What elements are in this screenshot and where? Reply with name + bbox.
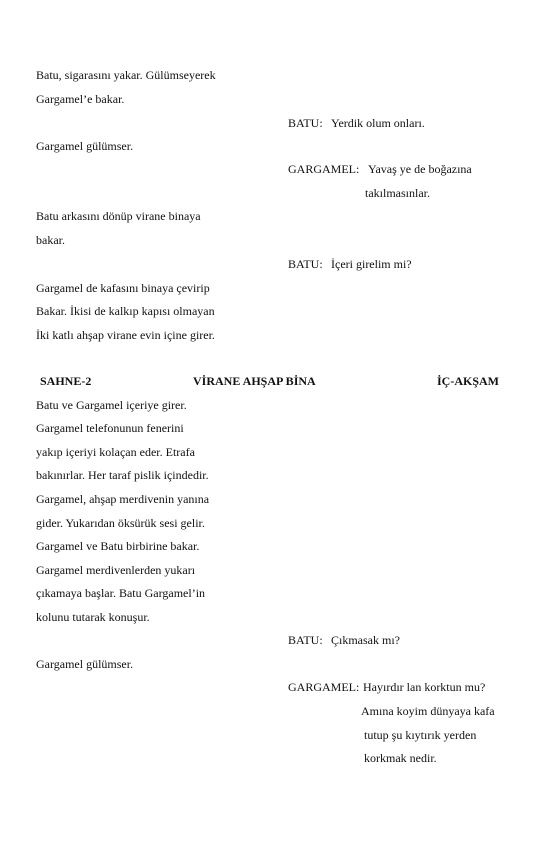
action-line: Gargamel ve Batu birbirine bakar. xyxy=(36,539,200,553)
action-line: yakıp içeriyi kolaçan eder. Etrafa xyxy=(36,445,195,459)
action-line: Batu ve Gargamel içeriye girer. xyxy=(36,398,187,412)
action-line: Gargamel, ahşap merdivenin yanına xyxy=(36,492,210,506)
dialogue-speaker: BATU: xyxy=(288,257,323,271)
dialogue-line: Çıkmasak mı? xyxy=(331,633,400,647)
action-line: Batu, sigarasını yakar. Gülümseyerek xyxy=(36,68,216,82)
action-line: Gargamel telefonunun fenerini xyxy=(36,421,184,435)
action-line: çıkamaya başlar. Batu Gargamel’in xyxy=(36,586,206,600)
scene-location: VİRANE AHŞAP BİNA xyxy=(193,374,316,388)
dialogue-speaker: GARGAMEL: xyxy=(288,680,360,694)
dialogue-line: Yerdik olum onları. xyxy=(331,116,425,130)
dialogue-line: Amına koyim dünyaya kafa xyxy=(361,704,495,718)
dialogue-line: Yavaş ye de boğazına xyxy=(368,162,472,176)
action-line: Gargamel gülümser. xyxy=(36,139,134,153)
action-line: Gargamel’e bakar. xyxy=(36,92,125,106)
dialogue-line: takılmasınlar. xyxy=(365,186,430,200)
dialogue-line: Hayırdır lan korktun mu? xyxy=(363,680,486,694)
action-line: Gargamel de kafasını binaya çevirip xyxy=(36,281,210,295)
action-line: İki katlı ahşap virane evin içine girer. xyxy=(36,328,215,342)
dialogue-speaker: BATU: xyxy=(288,633,323,647)
scene-time: İÇ-AKŞAM xyxy=(437,374,499,388)
dialogue-line: İçeri girelim mi? xyxy=(331,257,412,271)
action-line: bakar. xyxy=(36,233,65,247)
action-line: Gargamel gülümser. xyxy=(36,657,134,671)
dialogue-line: tutup şu kıytırık yerden xyxy=(364,728,477,742)
dialogue-line: korkmak nedir. xyxy=(364,751,437,765)
action-line: kolunu tutarak konuşur. xyxy=(36,610,150,624)
action-line: bakınırlar. Her taraf pislik içindedir. xyxy=(36,468,209,482)
action-line: Gargamel merdivenlerden yukarı xyxy=(36,563,196,577)
scene-number: SAHNE-2 xyxy=(40,374,92,388)
dialogue-speaker: GARGAMEL: xyxy=(288,162,360,176)
dialogue-speaker: BATU: xyxy=(288,116,323,130)
action-line: Batu arkasını dönüp virane binaya xyxy=(36,209,201,223)
action-line: gider. Yukarıdan öksürük sesi gelir. xyxy=(36,516,205,530)
action-line: Bakar. İkisi de kalkıp kapısı olmayan xyxy=(36,304,215,318)
